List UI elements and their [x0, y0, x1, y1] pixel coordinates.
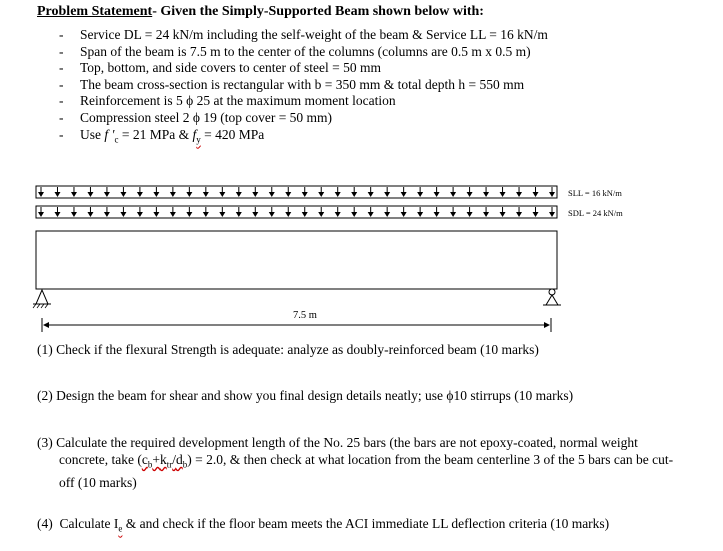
roller-support-icon — [543, 289, 561, 305]
load-arrow — [186, 207, 192, 217]
load-arrow — [302, 187, 308, 197]
load-arrow — [104, 187, 110, 197]
question-4: (4) Calculate $I_e$ & and check if the floor beam meets the ACI immediate LL deflection criteria (10 marks) — [37, 516, 610, 534]
load-arrow — [335, 187, 341, 197]
load-arrow — [384, 187, 390, 197]
span-label: 7.5 m — [293, 310, 317, 321]
pin-support-icon — [33, 290, 51, 308]
load-arrow — [252, 207, 258, 217]
list-item: - Top, bottom, and side covers to center of steel = 50 mm — [55, 60, 548, 77]
question-1: (1) Check if the flexural Strength is adequate: analyze as doubly-reinforced beam (10 marks) — [37, 342, 539, 357]
load-arrow — [219, 207, 225, 217]
load-arrow — [203, 187, 209, 197]
load-arrow — [549, 187, 555, 197]
load-arrow — [120, 207, 126, 217]
load-arrow — [368, 187, 374, 197]
dead-load-strip — [36, 206, 557, 218]
list-item: - Service DL = 24 kN/m including the self-weight of the beam & Service LL = 16 kN/m — [55, 27, 548, 44]
load-arrow — [170, 187, 176, 197]
load-arrow — [38, 187, 44, 197]
question-2: (2) Design the beam for shear and show you final design details neatly; use ϕ10 stirrups (10 marks) — [37, 388, 574, 403]
load-arrow — [335, 207, 341, 217]
load-arrow — [417, 187, 423, 197]
load-arrow — [54, 187, 60, 197]
load-arrow — [351, 207, 357, 217]
load-arrow — [318, 207, 324, 217]
load-arrow — [302, 207, 308, 217]
load-arrow — [87, 207, 93, 217]
live-load-strip — [36, 186, 557, 198]
load-arrow — [500, 207, 506, 217]
load-arrow — [153, 207, 159, 217]
load-arrow — [467, 187, 473, 197]
load-arrow — [384, 207, 390, 217]
load-arrow — [533, 187, 539, 197]
load-arrow — [219, 187, 225, 197]
list-item: - Compression steel 2 ϕ 19 (top cover = 50 mm) — [55, 110, 548, 127]
load-arrow — [38, 207, 44, 217]
load-arrow — [54, 207, 60, 217]
load-arrow — [71, 187, 77, 197]
load-arrow — [516, 187, 522, 197]
load-arrow — [417, 207, 423, 217]
load-arrow — [483, 187, 489, 197]
load-arrow — [87, 187, 93, 197]
load-arrow — [269, 207, 275, 217]
load-arrow — [285, 187, 291, 197]
list-item: - Reinforcement is 5 ϕ 25 at the maximum moment location — [55, 93, 548, 110]
problem-title-rest: - Given the Simply-Supported Beam shown below with: — [152, 4, 484, 19]
load-arrow — [351, 187, 357, 197]
load-arrow — [450, 187, 456, 197]
load-arrow — [137, 207, 143, 217]
beam — [36, 231, 557, 289]
live-load-arrows — [38, 187, 555, 197]
load-arrow — [236, 207, 242, 217]
load-arrow — [549, 207, 555, 217]
load-arrow — [269, 187, 275, 197]
load-arrow — [236, 187, 242, 197]
materials-item: - Use f $'_c = 21$ MPa & $f_y = 420$ MPa — [55, 127, 548, 148]
load-arrow — [137, 187, 143, 197]
load-arrow — [401, 207, 407, 217]
load-arrow — [71, 207, 77, 217]
load-arrow — [467, 207, 473, 217]
load-arrow — [318, 187, 324, 197]
list-item: - Span of the beam is 7.5 m to the center of the columns (columns are 0.5 m x 0.5 m) — [55, 44, 548, 61]
load-arrow — [153, 187, 159, 197]
list-item: - The beam cross-section is rectangular with b = 350 mm & total depth h = 550 mm — [55, 77, 548, 94]
live-load-label: SLL = 16 kN/m — [568, 188, 622, 198]
load-arrow — [120, 187, 126, 197]
load-arrow — [104, 207, 110, 217]
load-arrow — [252, 187, 258, 197]
load-arrow — [483, 207, 489, 217]
load-arrow — [203, 207, 209, 217]
question-3: (3) Calculate the required development length of the No. 25 bars (the bars are not epoxy-coated, normal weight concrete, take $(c_b+k_{tr}/d_b) = 2.0$, & then check at what location from the beam centerline 3 of the 5 bars can be cut-off (10 marks) — [37, 435, 674, 490]
load-arrow — [285, 207, 291, 217]
load-arrow — [186, 187, 192, 197]
load-arrow — [401, 187, 407, 197]
dead-load-arrows — [38, 207, 555, 217]
load-arrow — [170, 207, 176, 217]
load-arrow — [450, 207, 456, 217]
load-arrow — [533, 207, 539, 217]
load-arrow — [500, 187, 506, 197]
load-arrow — [516, 207, 522, 217]
load-arrow — [368, 207, 374, 217]
load-arrow — [434, 187, 440, 197]
dead-load-label: SDL = 24 kN/m — [568, 208, 623, 218]
load-arrow — [434, 207, 440, 217]
problem-title-underlined: Problem Statement — [37, 4, 153, 19]
